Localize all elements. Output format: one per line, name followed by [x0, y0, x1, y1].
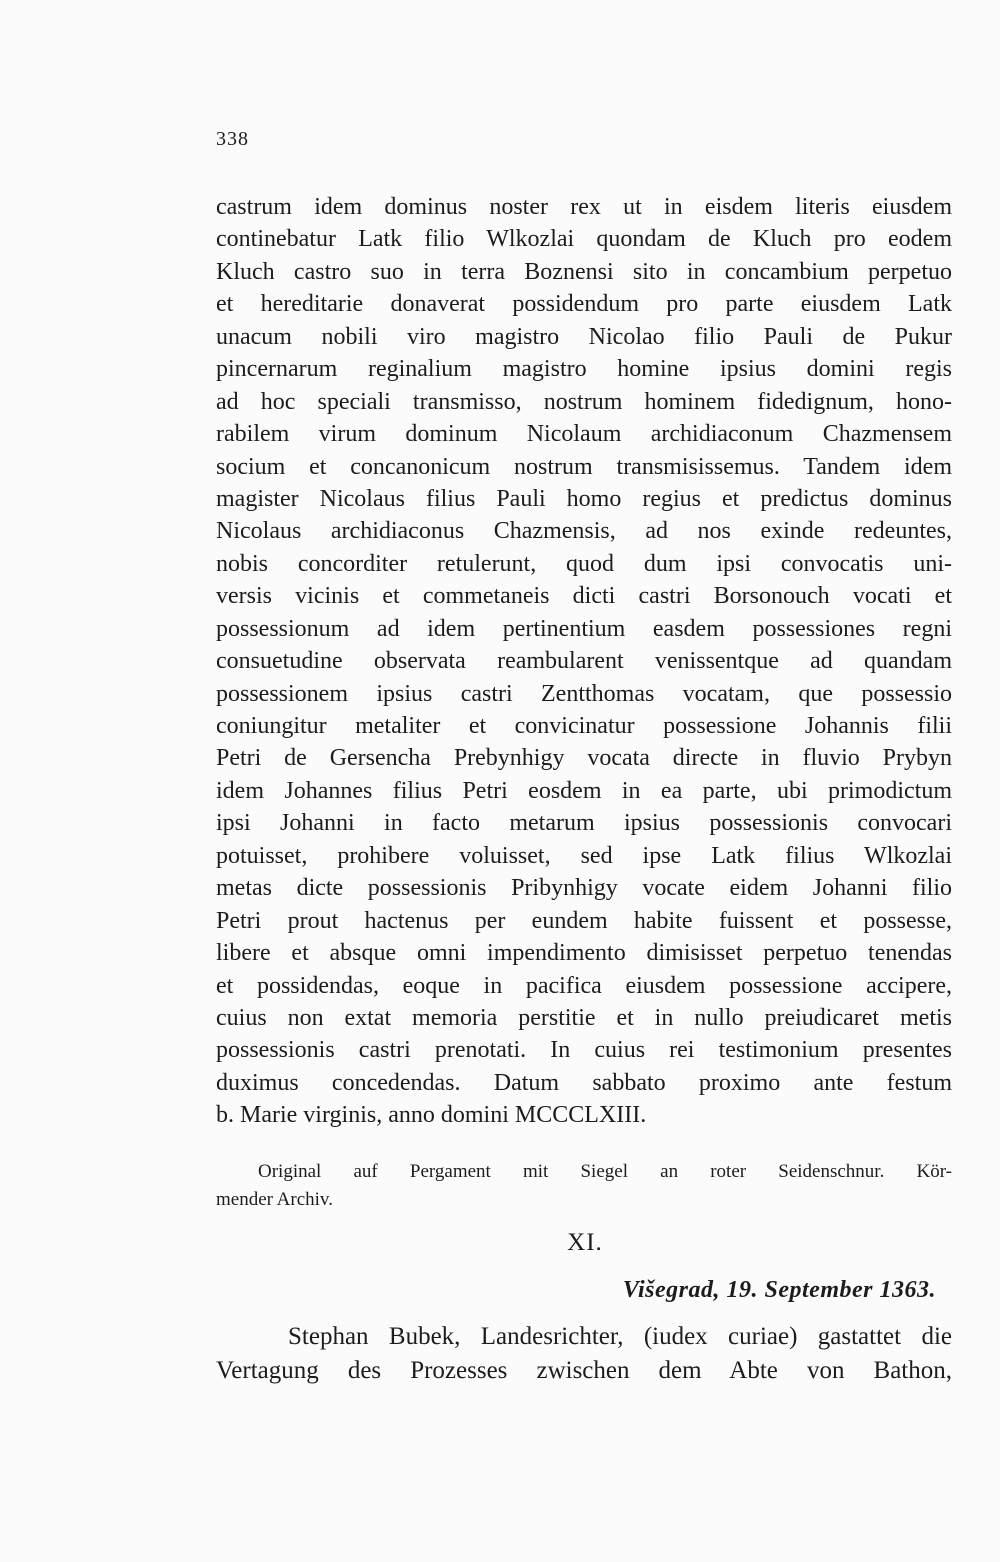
body-line: nobis concorditer retulerunt, quod dum ipsi convocatis uni-	[216, 550, 952, 577]
source-note-line: mender Archiv.	[216, 1189, 333, 1210]
body-line: possessionum ad idem pertinentium easdem possessiones regni	[216, 615, 952, 642]
body-line: rabilem virum dominum Nicolaum archidiaconum Chazmensem	[216, 421, 952, 448]
body-line: ipsi Johanni in facto metarum ipsius possessionis convocari	[216, 810, 952, 837]
body-line: cuius non extat memoria perstitie et in nullo preiudicaret metis	[216, 1004, 952, 1031]
source-note-line: Original auf Pergament mit Siegel an roter Seidenschnur. Kör-	[258, 1161, 952, 1182]
body-line: Petri de Gersencha Prebynhigy vocata directe in fluvio Prybyn	[216, 745, 952, 772]
body-line: metas dicte possessionis Pribynhigy vocate eidem Johanni filio	[216, 875, 952, 902]
body-line: duximus concedendas. Datum sabbato proximo ante festum	[216, 1069, 952, 1096]
body-line: possessionis castri prenotati. In cuius rei testimonium presentes	[216, 1037, 952, 1064]
document-place-date: Višegrad, 19. September 1363.	[622, 1277, 936, 1303]
body-line: pincernarum reginalium magistro homine ipsius domini regis	[216, 356, 952, 383]
body-line: et possidendas, eoque in pacifica eiusdem possessione accipere,	[216, 972, 952, 999]
source-note	[216, 1158, 952, 1214]
body-line: idem Johannes filius Petri eosdem in ea parte, ubi primodictum	[216, 777, 952, 804]
charter-body-text	[216, 191, 952, 1132]
body-line: potuisset, prohibere voluisset, sed ipse Latk filius Wlkozlai	[216, 842, 952, 869]
page-number: 338	[216, 128, 249, 150]
body-line: Petri prout hactenus per eundem habite fuissent et possesse,	[216, 907, 952, 934]
body-line: castrum idem dominus noster rex ut in eisdem literis eiusdem	[216, 194, 952, 220]
body-line: versis vicinis et commetaneis dicti castri Borsonouch vocati et	[216, 583, 952, 610]
regest-text	[216, 1320, 952, 1388]
body-line: et hereditarie donaverat possidendum pro parte eiusdem Latk	[216, 291, 952, 318]
body-line: b. Marie virginis, anno domini MCCCLXIII.	[216, 1102, 647, 1129]
body-line: unacum nobili viro magistro Nicolao filio Pauli de Pukur	[216, 323, 952, 350]
regest-line: Stephan Bubek, Landesrichter, (iudex curiae) gastattet die	[288, 1323, 952, 1350]
body-line: Nicolaus archidiaconus Chazmensis, ad nos exinde redeuntes,	[216, 518, 952, 545]
body-line: continebatur Latk filio Wlkozlai quondam de Kluch pro eodem	[216, 226, 952, 253]
document-number: XI.	[567, 1229, 603, 1256]
body-line: coniungitur metaliter et convicinatur possessione Johannis filii	[216, 713, 952, 739]
body-line: consuetudine observata reambularent venissentque ad quandam	[216, 648, 952, 675]
body-line: possessionem ipsius castri Zentthomas vocatam, que possessio	[216, 680, 952, 707]
regest-line: Vertagung des Prozesses zwischen dem Abte von Bathon,	[216, 1357, 952, 1384]
body-line: ad hoc speciali transmisso, nostrum hominem fidedignum, hono-	[216, 388, 952, 415]
body-line: magister Nicolaus filius Pauli homo regius et predictus dominus	[216, 485, 952, 512]
body-line: socium et concanonicum nostrum transmisissemus. Tandem idem	[216, 453, 952, 480]
body-line: libere et absque omni impendimento dimisisset perpetuo tenendas	[216, 940, 952, 967]
body-line: Kluch castro suo in terra Boznensi sito in concambium perpetuo	[216, 258, 952, 285]
